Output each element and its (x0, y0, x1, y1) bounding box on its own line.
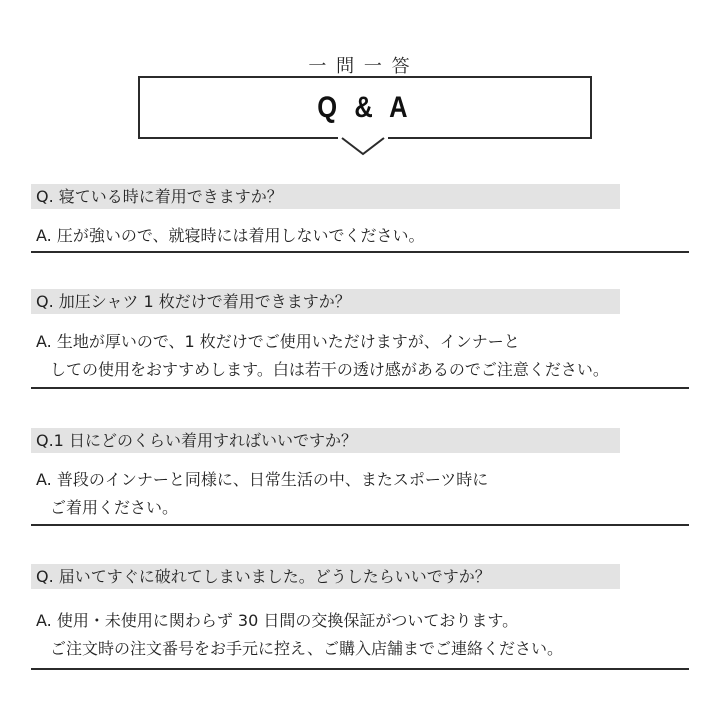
answer-text (36, 328, 609, 384)
header-subtitle: 一 問 一 答 (308, 56, 412, 77)
question-text: Q. 寝ている時に着用できますか？ (36, 187, 283, 206)
answer-line: しての使用をおすすめします。白は若干の透け感があるのでご注意ください。 (50, 360, 609, 379)
question-text: Q.1 日にどのくらい着用すればいいですか？ (36, 431, 357, 450)
page-title: Q & A (317, 90, 413, 124)
answer-text (36, 222, 425, 250)
divider (31, 524, 689, 526)
divider (31, 387, 689, 389)
answer-line: A. 使用・未使用に関わらず 30 日間の交換保証がついております。 (36, 611, 519, 630)
answer-line: ご注文時の注文番号をお手元に控え、ご購入店舗までご連絡ください。 (50, 639, 563, 658)
answer-line: A. 圧が強いので、就寝時には着用しないでください。 (36, 226, 425, 245)
header (0, 0, 720, 160)
divider (31, 668, 689, 670)
answer-line: A. 普段のインナーと同様に、日常生活の中、またスポーツ時に (36, 470, 489, 489)
answer-line: ご着用ください。 (50, 498, 179, 517)
speech-notch-icon (338, 128, 388, 158)
answer-text (36, 607, 563, 663)
question-text: Q. 加圧シャツ 1 枚だけで着用できますか？ (36, 292, 351, 311)
answer-line: A. 生地が厚いので、1 枚だけでご使用いただけますが、インナーと (36, 332, 520, 351)
divider (31, 251, 689, 253)
answer-text (36, 466, 488, 522)
question-text: Q. 届いてすぐに破れてしまいました。どうしたらいいですか？ (36, 567, 491, 586)
